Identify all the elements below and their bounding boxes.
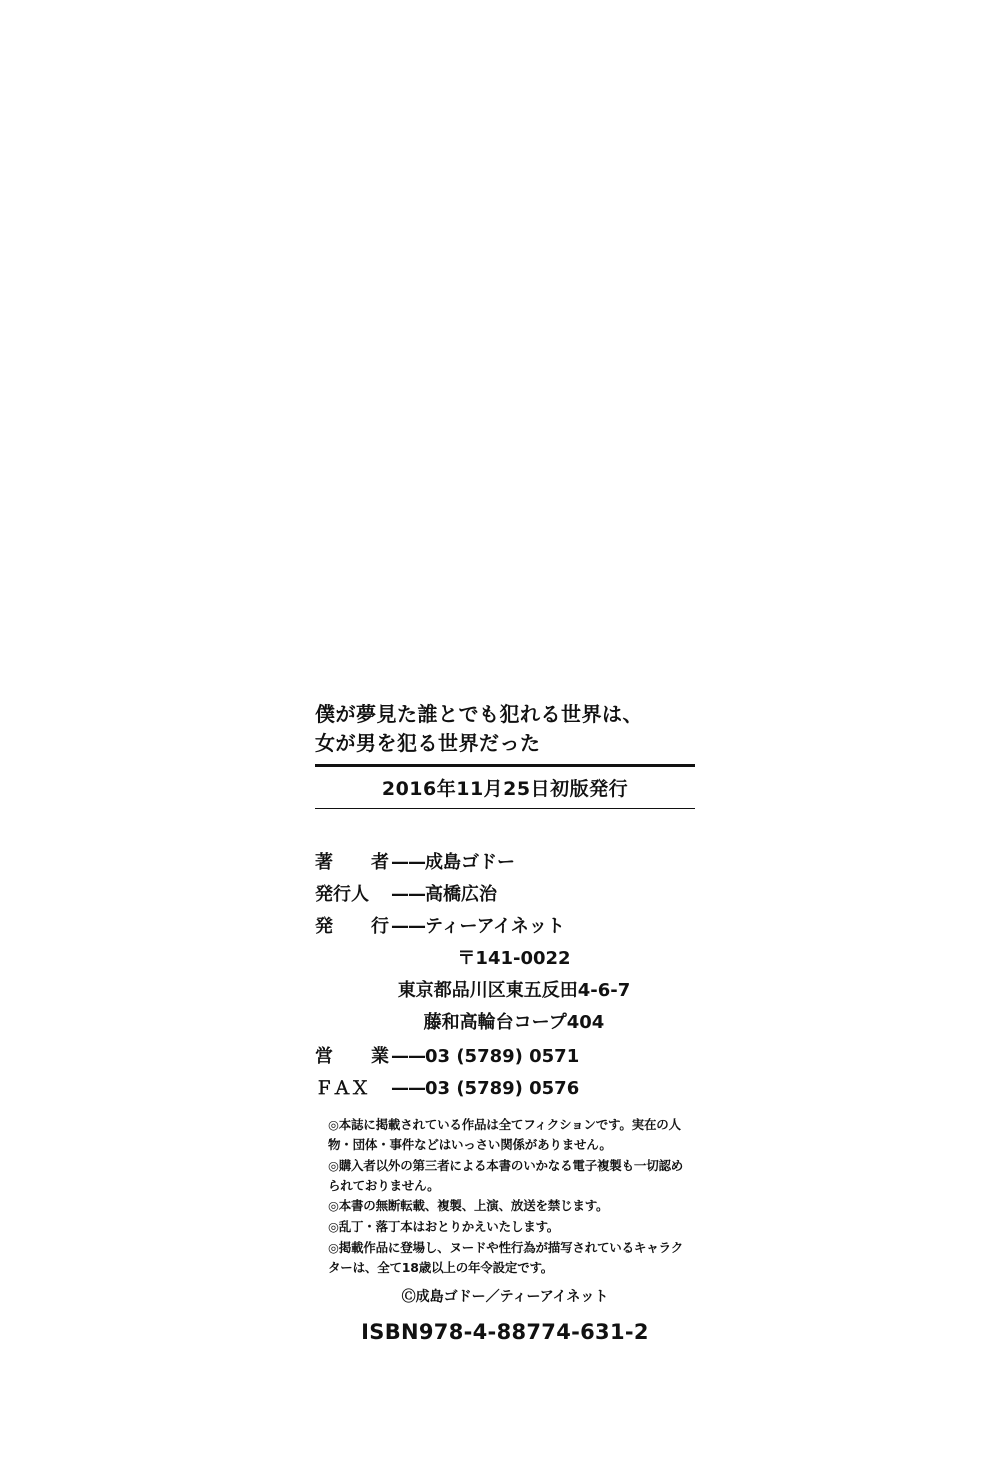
contact-dash-fax: —— (391, 1078, 425, 1100)
legal-notice-digital-copy: ◎購入者以外の第三者による本書のいかなる電子複製も一切認められておりません。 (328, 1157, 684, 1193)
book-title (315, 700, 695, 758)
contact-row-sales (315, 1041, 695, 1073)
address-building: 藤和高輪台コープ404 (423, 1012, 605, 1034)
contact-value-sales: 03 (5789) 0571 (425, 1046, 580, 1068)
title-divider-thick (315, 764, 695, 767)
credit-value-author: 成島ゴドー (425, 852, 515, 873)
credit-dash-publisher-person: —— (391, 884, 425, 906)
title-divider-thin (315, 808, 695, 809)
contact-label-sales: 営 業 (315, 1046, 399, 1068)
legal-notices (315, 1115, 695, 1277)
publication-date: 2016年11月25日初版発行 (381, 778, 629, 800)
address-street: 東京都品川区東五反田4-6-7 (397, 980, 631, 1002)
credit-label-publisher: 発 行 (315, 916, 399, 938)
credit-value-publisher-person: 高橋広治 (425, 884, 497, 906)
credit-label-publisher-person: 発行人 (315, 884, 369, 906)
publisher-address (333, 943, 695, 1039)
isbn-number: ISBN978-4-88774-631-2 (361, 1320, 649, 1345)
colophon-block (315, 700, 695, 1344)
credit-dash-author: —— (391, 852, 425, 873)
address-postal-code: 〒141-0022 (457, 948, 571, 970)
book-title-line-1: 僕が夢見た誰とでも犯れる世界は、 (315, 702, 643, 726)
legal-notice-age: ◎掲載作品に登場し、ヌードや性行為が描写されているキャラクターは、全て18歳以上の年令設定です。 (328, 1239, 684, 1275)
book-title-line-2: 女が男を犯る世界だった (315, 731, 541, 755)
credits-list (315, 847, 695, 943)
credit-row-publisher (315, 911, 695, 943)
legal-notice-reproduction: ◎本書の無断転載、複製、上演、放送を禁じます。 (328, 1198, 609, 1214)
credit-row-publisher-person (315, 879, 695, 911)
credit-label-author: 著 者 (315, 852, 399, 873)
credit-row-author (315, 847, 695, 879)
contact-row-fax (315, 1073, 695, 1105)
contact-label-fax: ＦＡＸ (315, 1078, 369, 1100)
copyright-line: Ⓒ成島ゴドー／ティーアイネット (401, 1289, 609, 1306)
contact-dash-sales: —— (391, 1046, 425, 1068)
contact-list (315, 1041, 695, 1105)
credit-dash-publisher: —— (391, 916, 425, 938)
legal-notice-defective-copies: ◎乱丁・落丁本はおとりかえいたします。 (328, 1219, 560, 1234)
credit-value-publisher: ティーアイネット (425, 916, 565, 938)
legal-notice-fiction: ◎本誌に掲載されている作品は全てフィクションです。実在の人物・団体・事件などはいっさい関係がありません。 (328, 1117, 681, 1152)
contact-value-fax: 03 (5789) 0576 (425, 1078, 580, 1100)
